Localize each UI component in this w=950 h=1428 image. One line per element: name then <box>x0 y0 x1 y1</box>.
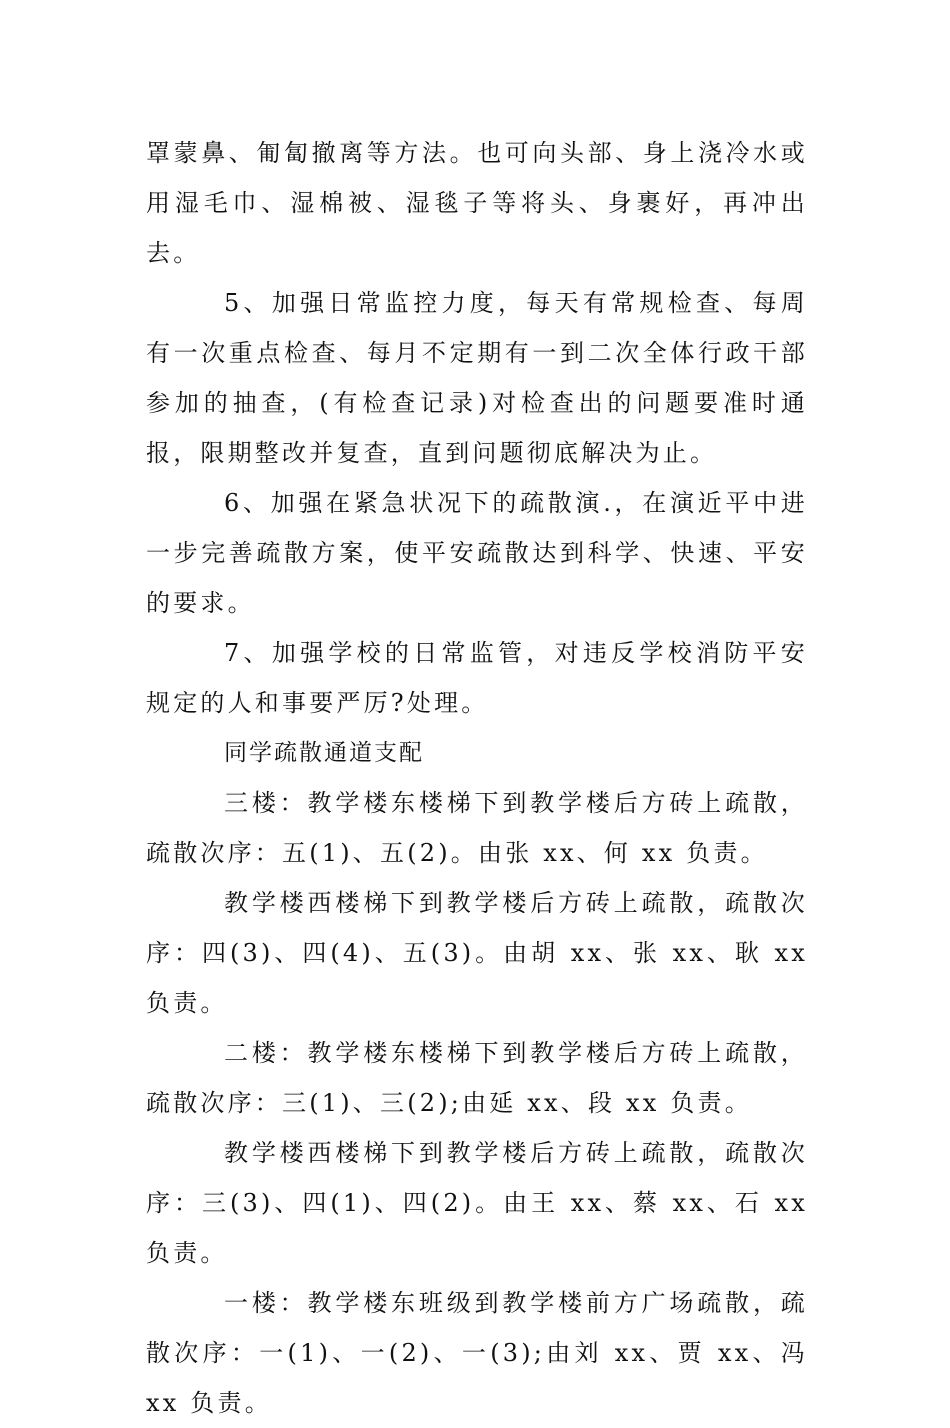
paragraph-item-6: 6、加强在紧急状况下的疏散演.，在演近平中进一步完善疏散方案，使平安疏散达到科学、快速、平安的要求。 <box>146 489 808 617</box>
paragraph-floor3-west: 教学楼西楼梯下到教学楼后方砖上疏散，疏散次序：四(3)、四(4)、五(3)。由胡 xx、张 xx、耿 xx 负责。 <box>146 889 808 1017</box>
section-heading-evacuation-routes: 同学疏散通道支配 <box>224 740 424 766</box>
paragraph-floor3-east: 三楼：教学楼东楼梯下到教学楼后方砖上疏散，疏散次序：五(1)、五(2)。由张 xx、何 xx 负责。 <box>146 789 808 867</box>
paragraph-floor2-west: 教学楼西楼梯下到教学楼后方砖上疏散，疏散次序：三(3)、四(1)、四(2)。由王 xx、蔡 xx、石 xx 负责。 <box>146 1139 808 1267</box>
paragraph-item-5: 5、加强日常监控力度，每天有常规检查、每周有一次重点检查、每月不定期有一到二次全体行政干部参加的抽查，(有检查记录)对检查出的问题要准时通报，限期整改并复查，直到问题彻底解决为止。 <box>146 289 808 467</box>
paragraph-floor1-east: 一楼：教学楼东班级到教学楼前方广场疏散，疏散次序：一(1)、一(2)、一(3);由刘 xx、贾 xx、冯 xx 负责。 <box>146 1289 808 1417</box>
paragraph-item-7: 7、加强学校的日常监管，对违反学校消防平安规定的人和事要严厉?处理。 <box>146 639 808 717</box>
document-body <box>146 128 808 1428</box>
paragraph-floor2-east: 二楼：教学楼东楼梯下到教学楼后方砖上疏散，疏散次序：三(1)、三(2);由延 xx、段 xx 负责。 <box>146 1039 808 1117</box>
paragraph-evacuation-methods: 罩蒙鼻、匍匐撤离等方法。也可向头部、身上浇冷水或用湿毛巾、湿棉被、湿毯子等将头、身裹好，再冲出去。 <box>146 139 808 267</box>
